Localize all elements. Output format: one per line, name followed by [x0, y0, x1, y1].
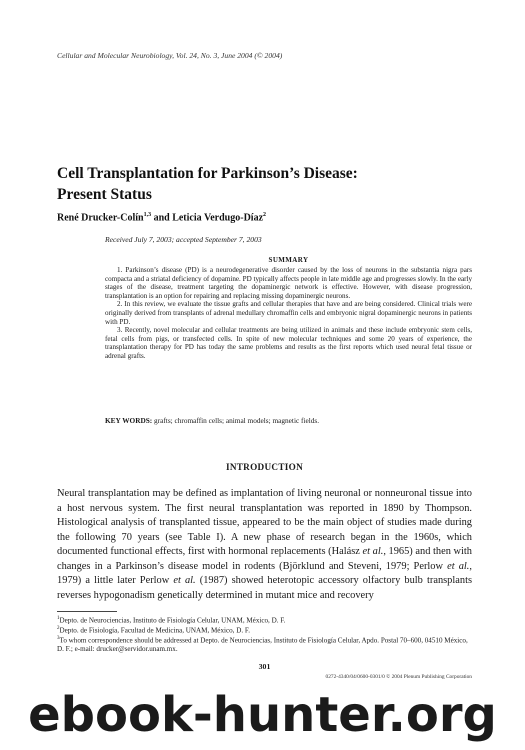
keywords-label: KEY WORDS:: [105, 416, 153, 425]
author-1-affiliation: 1,3: [143, 212, 152, 218]
footnotes: [57, 615, 472, 654]
intro-text-2: , 1965) and then with changes in a Parkinson’s disease model in rodents (Björklund and Steveni, 1979; Perlow: [57, 546, 472, 572]
summary-heading: SUMMARY: [268, 256, 309, 264]
intro-etal-1: et al.: [362, 546, 384, 557]
footnote-1-mark: 1: [57, 616, 60, 621]
intro-text-4: (1987) showed heterotopic accessory olfactory bulb transplants reverses hypogonadism genetically determined in mutant mice and recovery: [57, 575, 472, 601]
introduction-heading: INTRODUCTION: [225, 462, 304, 472]
summary: [105, 266, 472, 361]
footnote-3-text: To whom correspondence should be addressed at Depto. de Neurociencias, Instituto de Fisiología Celular, Apdo. Postal 70–600, 04510 México, D. F.; e-mail: drucker@servidor.unam.mx.: [57, 636, 468, 654]
authors: [57, 212, 266, 223]
author-2: Leticia Verdugo-Díaz: [172, 212, 264, 224]
author-1: René Drucker-Colín: [57, 212, 144, 224]
author-2-affiliation: 2: [263, 212, 267, 218]
footnote-3-mark: 3: [57, 636, 60, 642]
intro-text-1: Neural transplantation may be defined as implantation of living neuronal or nonneuronal tissue into a host nervous system. The first neural transplantation was reported in 1890 by Thompson. Histological analysis of transplanted tissue, appeared to be the main object of studies made during the following 70 years (see Table I). A new phase of research began in the 1960s, which documented functional effects, first with hormonal replacements (Halász: [57, 488, 472, 557]
intro-etal-3: et al.: [173, 575, 196, 586]
footnote-1: [57, 615, 472, 625]
summary-paragraph-3: 3. Recently, novel molecular and cellular treatments are being utilized in animals and these include embryonic stem cells, fetal cells from pigs, or transfected cells. In spite of new molecular techniques and some 20 years of experience, the transplantation therapy for PD has today the same problems and results as the first reports which used neural fetal tissue or adrenal grafts.: [105, 326, 472, 360]
keywords-text: grafts; chromaffin cells; animal models; magnetic fields.: [152, 416, 320, 425]
keywords: [105, 416, 472, 425]
journal-header: Cellular and Molecular Neurobiology, Vol. 24, No. 3, June 2004 (© 2004): [57, 51, 283, 60]
copyright-line: 0272-4340/04/0600-0301/0 © 2004 Plenum Publishing Corporation: [325, 674, 472, 680]
introduction-paragraph: [57, 487, 472, 603]
watermark: ebook-hunter.org: [28, 687, 497, 743]
page-number: 301: [258, 662, 271, 671]
summary-paragraph-2: 2. In this review, we evaluate the tissue grafts and cellular therapies that have and are being considered. Clinical trials were originally derived from transplants of adrenal medullary chromaffin cells and embryonic nigral dopaminergic neurons in patients with PD.: [105, 300, 472, 326]
footnote-1-text: Depto. de Neurociencias, Instituto de Fisiología Celular, UNAM, México, D. F.: [59, 616, 286, 625]
footnote-divider: [57, 611, 117, 612]
summary-paragraph-1: 1. Parkinson’s disease (PD) is a neurodegenerative disorder caused by the loss of neurons in the substantia nigra pars compacta and a striatal deficiency of dopamine. PD typically affects people in late middle age and progresses slowly. In the early stages of the disease, treatment targeting the dopaminergic network is effective. However, with disease progression, transplantation is an option for repairing and replacing missing dopaminergic neurons.: [105, 266, 472, 300]
received-dates: Received July 7, 2003; accepted September 7, 2003: [105, 235, 262, 244]
footnote-2: [57, 625, 472, 635]
author-conjunction: and: [151, 212, 173, 224]
intro-text-3: , 1979) a little later Perlow: [57, 560, 472, 586]
intro-etal-2: et al.: [447, 560, 470, 572]
footnote-2-mark: 2: [57, 626, 60, 632]
article-title: [57, 163, 477, 205]
footnote-3: [57, 635, 472, 654]
title-line-1: Cell Transplantation for Parkinson’s Disease:: [57, 165, 358, 182]
footnote-2-text: Depto. de Fisiología, Facultad de Medicina, UNAM, México, D. F.: [59, 626, 251, 635]
title-line-2: Present Status: [57, 186, 152, 203]
